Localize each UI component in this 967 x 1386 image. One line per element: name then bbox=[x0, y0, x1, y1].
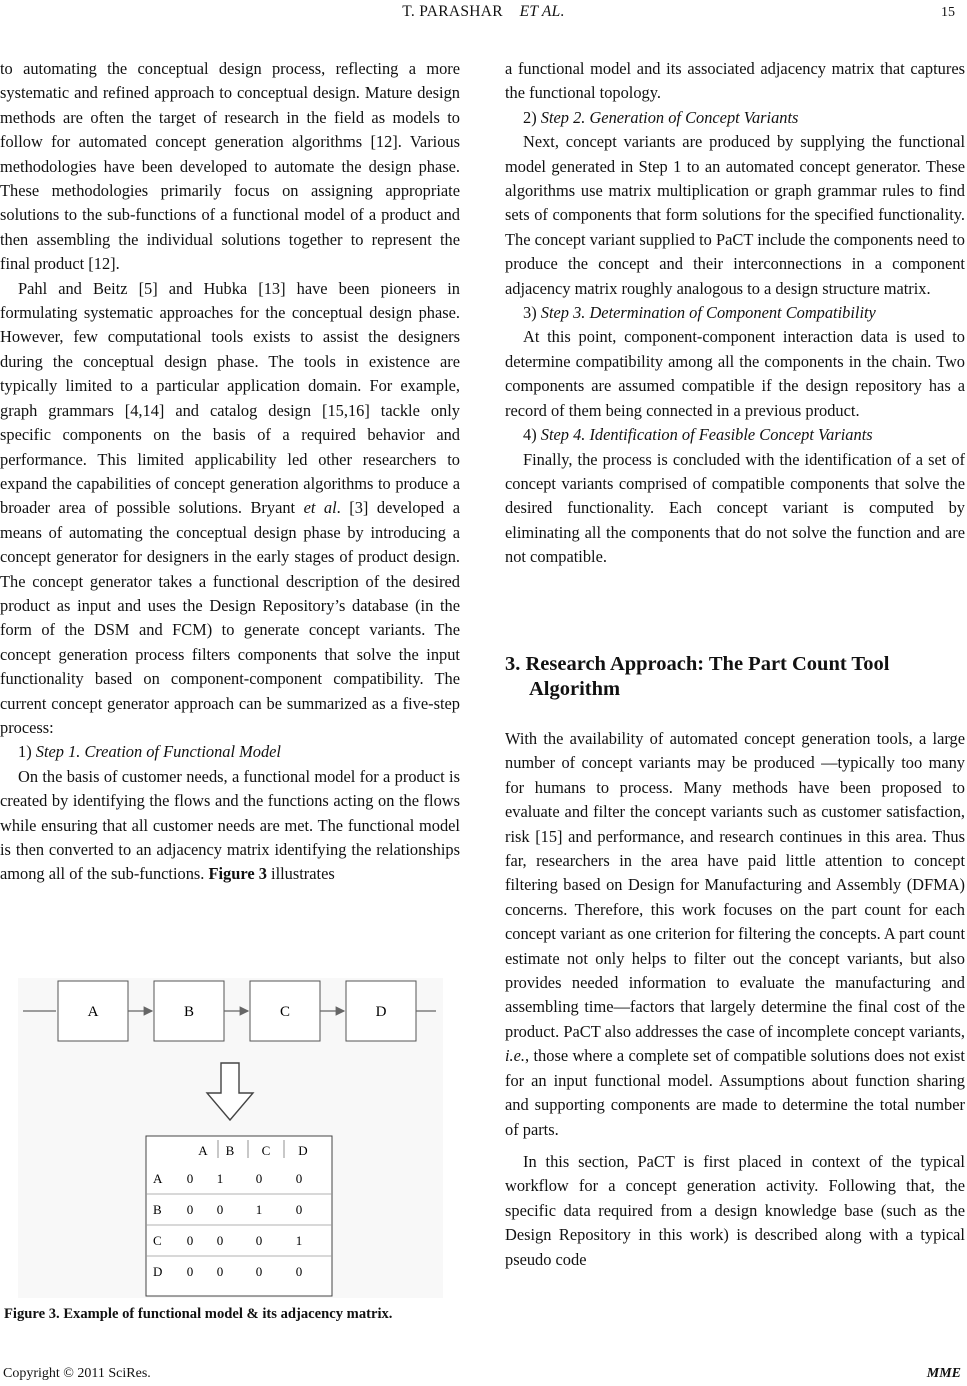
matrix-cell: 0 bbox=[186, 1264, 194, 1279]
header-et-al: ET AL. bbox=[519, 3, 565, 20]
paragraph bbox=[0, 765, 460, 887]
matrix-row-label: B bbox=[153, 1202, 162, 1217]
step-number: 4) bbox=[523, 425, 541, 445]
flow-node-label: D bbox=[375, 1004, 387, 1020]
step-label: Step 3. Determination of Component Compatibility bbox=[540, 303, 876, 323]
section-heading-line2: Algorithm bbox=[529, 678, 621, 700]
text-run: With the availability of automated concept generation tools, a large number of concept variants may be produced —typically too many for humans to process. Many methods have been proposed to evaluate and filter the concept variants such as customer satisfaction, risk [15] and performance, and research continues in this area. Thus far, researchers in the area have paid little attention to concept filtering based on Design for Manufacturing and Assembly (DFMA) concerns. Therefore, this work focuses on the part count for each concept variant as one criterion for filtering the concepts. A part count estimate not only helps to filter out the concept variants, but also provides needed information to evaluate the manufacturing and assembling time—factors that largely determine the final cost of the product. PaCT also addresses the case of incomplete concept variants, bbox=[505, 729, 965, 1041]
matrix-cell: 0 bbox=[216, 1202, 224, 1217]
matrix-cell: 0 bbox=[255, 1264, 263, 1279]
matrix-row-label: D bbox=[153, 1264, 163, 1279]
matrix-cell: 0 bbox=[255, 1233, 263, 1248]
matrix-cell: 0 bbox=[295, 1264, 303, 1279]
step-number: 3) bbox=[523, 303, 541, 323]
matrix-row-label: A bbox=[153, 1171, 163, 1186]
paragraph: Finally, the process is concluded with the identification of a set of concept variants comprised of compatible components that solve the desired functionality. Each concept variant is computed by eliminating all the components that do not solve the function and are not compatible. bbox=[505, 449, 965, 567]
matrix-cell: 0 bbox=[216, 1264, 224, 1279]
text-run-italic: i.e. bbox=[505, 1046, 526, 1066]
matrix-cell: 1 bbox=[216, 1171, 224, 1186]
flow-node-label: C bbox=[279, 1004, 291, 1020]
text-run: Pahl and Beitz [5] and Hubka [13] have been pioneers in formulating systematic approaches for the conceptual design phase. However, few computational tools exists to assist the designers during the conceptual design phase. The tools in existence are typically limited to a particular application domain. For example, graph grammars [4,14] and catalog design [15,16] tackle only specific components on the basis of a required behavior and performance. This limited applicability led other researchers to expand the capabilities of concept generation algorithms to produce a broader area of possible solutions. Bryant bbox=[0, 278, 460, 518]
step-label: Step 2. Generation of Concept Variants bbox=[540, 107, 799, 127]
matrix-cell: 1 bbox=[255, 1202, 263, 1217]
figure-reference: Figure 3 bbox=[208, 864, 267, 884]
header-author: T. PARASHAR bbox=[402, 3, 503, 20]
text-run: On the basis of customer needs, a functional model for a product is created by identifying the flows and the functions acting on the flows while ensuring that all customer needs are met. The functional model is then converted to an adjacency matrix identifying the relationships among all of the sub-functions. bbox=[0, 766, 460, 884]
step-number: 2) bbox=[523, 107, 541, 127]
footer-copyright: Copyright © 2011 SciRes. bbox=[3, 1366, 151, 1381]
text-run: . [3] developed a means of automating the conceptual design phase by introducing a concept generator for designers in the early stages of product design. The concept generator takes a functional description of the desired product as input and uses the Design Repository’s database (in the form of the DSM and FCM) to generate concept variants. The concept generation process filters components that solve the input functionality based on component-component compatibility. The current concept generator approach can be summarized as a five-step process: bbox=[0, 498, 460, 737]
paragraph: Next, concept variants are produced by supplying the functional model generated in Step 1 to an automated concept generator. These algorithms use matrix multiplication or graph grammar rules to find sets of components that form solutions for the specified functionality. The concept variant supplied to PaCT include the components need to produce the concept and their interconnections in a component adjacency matrix roughly analogous to a design structure matrix. bbox=[505, 132, 965, 298]
step-number: 1) bbox=[18, 742, 36, 762]
matrix-cell: 0 bbox=[186, 1171, 194, 1186]
text-run: , those where a complete set of compatible solutions does not exist for an input functional model. Assumptions about function sharing and supporting components are made to determine the total number of parts. bbox=[505, 1046, 965, 1139]
matrix-column-header: D bbox=[298, 1143, 308, 1158]
flow-node-label: B bbox=[183, 1004, 195, 1020]
matrix-cell: 1 bbox=[295, 1233, 303, 1248]
matrix-column-header: C bbox=[261, 1143, 271, 1158]
step-heading bbox=[505, 423, 965, 447]
adjacency-matrix-frame bbox=[146, 1136, 332, 1296]
step-heading bbox=[0, 740, 460, 764]
left-column bbox=[0, 57, 460, 887]
step-label: Step 1. Creation of Functional Model bbox=[35, 742, 281, 762]
figure-3-diagram bbox=[18, 978, 443, 1298]
paragraph: In this section, PaCT is first placed in context of the typical workflow for a concept generation activity. Following that, the specific data required from a design knowledge base (such as the Design Repository in this work) is described along with a typical pseudo code bbox=[505, 1151, 965, 1269]
matrix-row-label: C bbox=[153, 1233, 162, 1248]
figure-3 bbox=[18, 978, 443, 1298]
paragraph bbox=[0, 277, 460, 741]
matrix-cell: 0 bbox=[186, 1233, 194, 1248]
running-header bbox=[0, 3, 967, 21]
matrix-cell: 0 bbox=[216, 1233, 224, 1248]
section-heading-line1: 3. Research Approach: The Part Count Tool bbox=[505, 653, 890, 675]
matrix-cell: 0 bbox=[295, 1171, 303, 1186]
text-run: illustrates bbox=[266, 864, 335, 884]
paragraph: a functional model and its associated adjacency matrix that captures the functional topology. bbox=[505, 59, 965, 103]
paragraph bbox=[505, 727, 965, 1142]
right-column-lower bbox=[505, 727, 965, 1272]
section-heading bbox=[505, 652, 965, 702]
step-heading bbox=[505, 106, 965, 130]
flow-node-label: A bbox=[87, 1004, 99, 1020]
matrix-column-header: B bbox=[225, 1143, 235, 1158]
paragraph: At this point, component-component interaction data is used to determine compatibility among all the components in the chain. Two components are assumed compatible if the design repository has a record of them being connected in a previous product. bbox=[505, 327, 965, 420]
text-run-italic: et al bbox=[303, 498, 337, 518]
step-heading bbox=[505, 301, 965, 325]
paragraph: to automating the conceptual design process, reflecting a more systematic and refined approach to conceptual design. Mature design methods are often the target of research in the field as models to follow for automated concept generation algorithms [12]. Various methodologies have been developed to automate the design phase. These methodologies primarily focus on assigning appropriate solutions to the sub-functions of a functional model of a product and then assembling the individual solutions together to represent the final product [12]. bbox=[0, 59, 460, 274]
step-label: Step 4. Identification of Feasible Concept Variants bbox=[540, 425, 873, 445]
footer-journal: MME bbox=[926, 1366, 961, 1381]
right-column-upper bbox=[505, 57, 965, 570]
figure-caption: Figure 3. Example of functional model & its adjacency matrix. bbox=[4, 1306, 393, 1322]
matrix-cell: 0 bbox=[295, 1202, 303, 1217]
matrix-cell: 0 bbox=[186, 1202, 194, 1217]
matrix-cell: 0 bbox=[255, 1171, 263, 1186]
matrix-column-header: A bbox=[198, 1143, 208, 1158]
page-number: 15 bbox=[941, 5, 955, 20]
